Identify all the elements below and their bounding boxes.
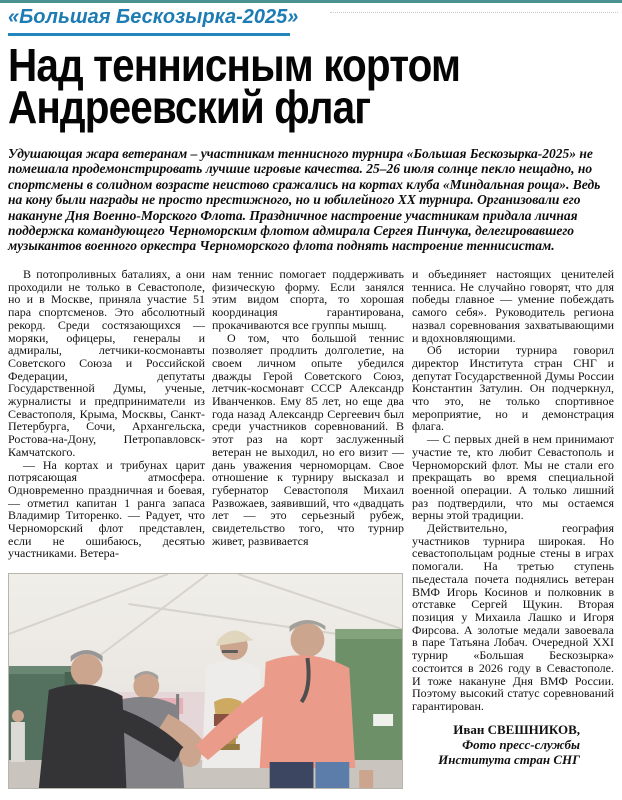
body-paragraph-continuation: и объединяет настоящих ценителей тенниса. Не случайно говорят, что для победы главное — умение побеждать самого себя». Руководитель региона назвал соревнования захватывающими и вдохновляющими. <box>412 268 614 345</box>
body-paragraph: О том, что большой теннис позволяет продлить долголетие, на своем личном опыте убедился дважды Герой Советского Союз, летчик-космонавт СССР Александр Иванченков. Ему 85 лет, но еще два года назад Александр Сергеевич был среди участников соревнований. В этот раз на корт заслуженный ветеран не выходил, но его визит — дань уважения черноморцам. Свое отношение к турниру высказал и губернатор Севастополя Михаил Развожаев, заявивший, что «двадцать лет — это серьезный рубеж, свидетельство того, что турнир живет, развивается <box>212 330 404 548</box>
photo-illustration <box>9 574 402 788</box>
body-paragraph: — На кортах и трибунах царит потрясающая атмосфера. Одновременно праздничная и боевая, — отметил капитан 1 ранга запаса Владимир Титоренко. — Радует, что Черноморский флот представлен, если не ошибаюсь, десятью участниками. Ветера- <box>8 457 205 561</box>
headline <box>8 39 618 133</box>
body-paragraph: В потопроливных баталиях, а они проходили не только в Севастополе, но и в Москве, приняла участие 51 пара спортсменов. Это абсолютный рекорд. Среди состязающихся — моряки, офицеры, генералы и адмиралы, летчики-космонавты Советского Союза и Российской Федерации, депутаты Государственной Думы, ученые, журналисты и предприниматели из Севастополя, Крыма, Москвы, Санкт-Петербурга, Сочи, Архангельска, Ростова-на-Дону, Петропавловск-Камчатского. <box>8 268 205 459</box>
top-teal-rule <box>0 0 622 3</box>
article-photo <box>8 573 403 789</box>
body-paragraph: Действительно, география участников турнира широкая. Но севастопольцам родные стены в играх помогали. На третью ступень пьедестала почета поднялись ветеран ВМФ Игорь Косинов и полковник в отставке Сергей Щукин. Вторая позиция у Михаила Лашко и Игоря Фирсова. А золотые медали завоевала в паре Татьяна Лобач. Очередной XXI турнир «Большая Бескозырка» состоится в 2026 году в Севастополе. И тоже накануне Дня ВМФ России. Поэтому высокий статус соревнований гарантирован. <box>412 521 614 713</box>
headline-line-1: Над теннисным кортом <box>8 39 461 91</box>
byline-author: Иван СВЕШНИКОВ, <box>453 721 580 737</box>
column-2 <box>212 268 404 572</box>
byline <box>412 722 614 767</box>
byline-photo-credit-2: Института стран СНГ <box>438 751 580 767</box>
top-dotted-rule <box>330 12 618 13</box>
headline-line-2: Андреевский флаг <box>8 81 371 133</box>
kicker-underline <box>8 33 290 36</box>
body-paragraph: Об истории турнира говорил директор Института стран СНГ и депутат Государственной Думы России Константин Затулин. Он подчеркнул, что это, не только спортивное мероприятие, но и демонстрация флага. <box>412 343 614 434</box>
column-1 <box>8 268 205 572</box>
byline-photo-credit-1: Фото пресс-службы <box>462 736 580 752</box>
body-paragraph-continuation: нам теннис помогает поддерживать физическую форму. Если занялся этим видом спорта, то хорошая координация гарантирована, прокачиваются все группы мышц. <box>212 268 404 332</box>
column-3 <box>412 268 614 768</box>
body-paragraph: — С первых дней в нем принимают участие те, кто любит Севастополь и Черноморский флот. Мы не стали его прекращать во время специальной военной операции. А только лишний раз подтвердили, что мы остаемся верны этой традиции. <box>412 432 614 523</box>
kicker: «Большая Бескозырка-2025» <box>8 6 299 28</box>
lede-paragraph: Удушающая жара ветеранам – участникам теннисного турнира «Большая Бескозырка-2025» не помешала продемонстрировать лучшие игровые качества. 25–26 июля солнце пекло нещадно, но спортсмены в солидном возрасте неистово сражались на кортах клуба «Миндальная роща». Ведь на кону были награды не просто престижного, но и юбилейного XX турнира. Организовали его накануне Дня Военно-Морского Флота. Праздничное настроение участникам придала личная поддержка командующего Черноморским флотом адмирала Сергея Пинчука, делегировавшего музыкантов военного оркестра Черноморского флота поднять настроение теннисистам. <box>8 146 601 254</box>
